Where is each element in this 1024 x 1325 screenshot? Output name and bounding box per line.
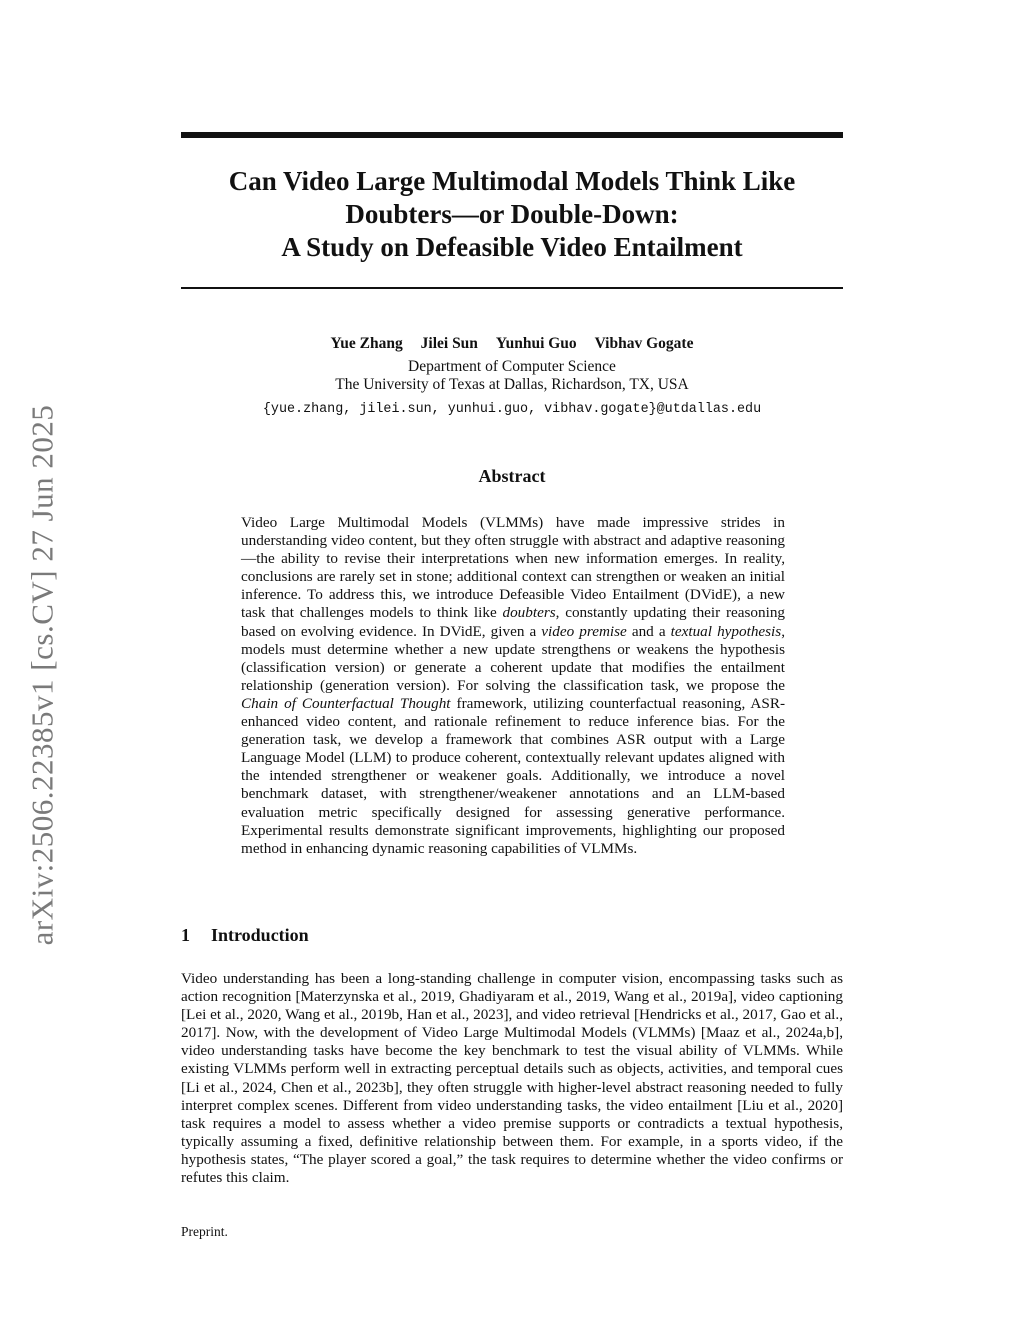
abstract-text-5: framework, utilizing counterfactual reasoning, ASR-enhanced video content, and rationale refinement to reduce inference bias. For the generation task, we develop a framework that combines ASR output with a Large Language Model (LLM) to produce coherent, contextually relevant updates aligned with the intended strengthener or weakener goals. Additionally, we introduce a novel benchmark dataset, with strengthener/weakener annotations and an LLM-based evaluation metric specifically designed for assessing generative performance. Experimental results demonstrate significant improvements, highlighting our proposed method in enhancing dynamic reasoning capabilities of VLMMs. bbox=[241, 694, 786, 857]
abstract-heading: Abstract bbox=[478, 466, 546, 486]
introduction-paragraph: Video understanding has been a long-standing challenge in computer vision, encompassing tasks such as action recognition [Materzynska et al., 2019, Ghadiyaram et al., 2019, Wang et al., 2019a], video captioning [Lei et al., 2020, Wang et al., 2019b, Han et al., 2023], and video retrieval [Hendricks et al., 2017, Gao et al., 2017]. Now, with the development of Video Large Multimodal Models (VLMMs) [Maaz et al., 2024a,b], video understanding tasks have become the key benchmark to test the visual ability of VLMMs. While existing VLMMs perform well in extracting perceptual details such as objects, activities, and temporal cues [Li et al., 2024, Chen et al., 2023b], they often struggle with higher-level abstract reasoning needed to fully interpret complex scenes. Different from video understanding tasks, the video entailment [Liu et al., 2020] task requires a model to assess whether a video premise supports or contradicts a textual hypothesis, typically assuming a fixed, definitive relationship between them. For example, in a sports video, if the hypothesis states, “The player scored a goal,” the task requires to determine whether the video confirms or refutes this claim. bbox=[181, 970, 843, 1187]
paper-title bbox=[181, 165, 843, 264]
title-bottom-rule bbox=[181, 287, 843, 289]
title-line-2: Doubters—or Double-Down: bbox=[345, 199, 679, 229]
abstract-body bbox=[241, 514, 785, 858]
title-line-1: Can Video Large Multimodal Models Think Like bbox=[228, 166, 796, 196]
abstract-emphasis-framework-name: Chain of Counterfactual Thought bbox=[241, 694, 451, 712]
footer-note: Preprint. bbox=[181, 1224, 228, 1239]
author-name: Yunhui Guo bbox=[495, 335, 577, 352]
abstract-text-4: , models must determine whether a new update strengthens or weakens the hypothesis (classification version) or generate a coherent update that modifies the entailment relationship (generation version). For solving the classification task, we propose the bbox=[241, 622, 785, 694]
author-name: Jilei Sun bbox=[420, 335, 478, 352]
section-number: 1 bbox=[181, 925, 190, 945]
section-title: Introduction bbox=[211, 925, 309, 945]
affiliation-department: Department of Computer Science bbox=[408, 358, 616, 375]
title-top-rule bbox=[181, 132, 843, 138]
author-emails: {yue.zhang, jilei.sun, yunhui.guo, vibhav.gogate}@utdallas.edu bbox=[262, 402, 762, 417]
title-line-3: A Study on Defeasible Video Entailment bbox=[281, 232, 743, 262]
author-list bbox=[181, 334, 843, 354]
abstract-text-2: , constantly updating their reasoning based on evolving evidence. In DVidE, given a bbox=[241, 604, 786, 640]
arxiv-identifier-stamp bbox=[12, 390, 72, 960]
abstract-emphasis-doubters: doubters bbox=[502, 604, 556, 622]
arxiv-identifier-text: arXiv:2506.22385v1 [cs.CV] 27 Jun 2025 bbox=[24, 404, 60, 946]
abstract-emphasis-video-premise: video premise bbox=[541, 622, 627, 640]
abstract-emphasis-textual-hypothesis: textual hypothesis bbox=[670, 622, 782, 640]
abstract-text-1: Video Large Multimodal Models (VLMMs) have made impressive strides in understanding video content, but they often struggle with abstract and adaptive reasoning—the ability to revise their interpretations when new information emerges. In reality, conclusions are rarely set in stone; additional context can strengthen or weaken an initial inference. To address this, we introduce Defeasible Video Entailment (DVidE), a new task that challenges models to think like bbox=[241, 514, 785, 622]
author-name: Yue Zhang bbox=[330, 335, 403, 352]
author-name: Vibhav Gogate bbox=[594, 335, 694, 352]
section-heading-introduction bbox=[181, 924, 843, 946]
affiliation-block bbox=[181, 358, 843, 394]
abstract-text-3: and a bbox=[626, 622, 671, 640]
affiliation-university: The University of Texas at Dallas, Richardson, TX, USA bbox=[335, 376, 689, 393]
